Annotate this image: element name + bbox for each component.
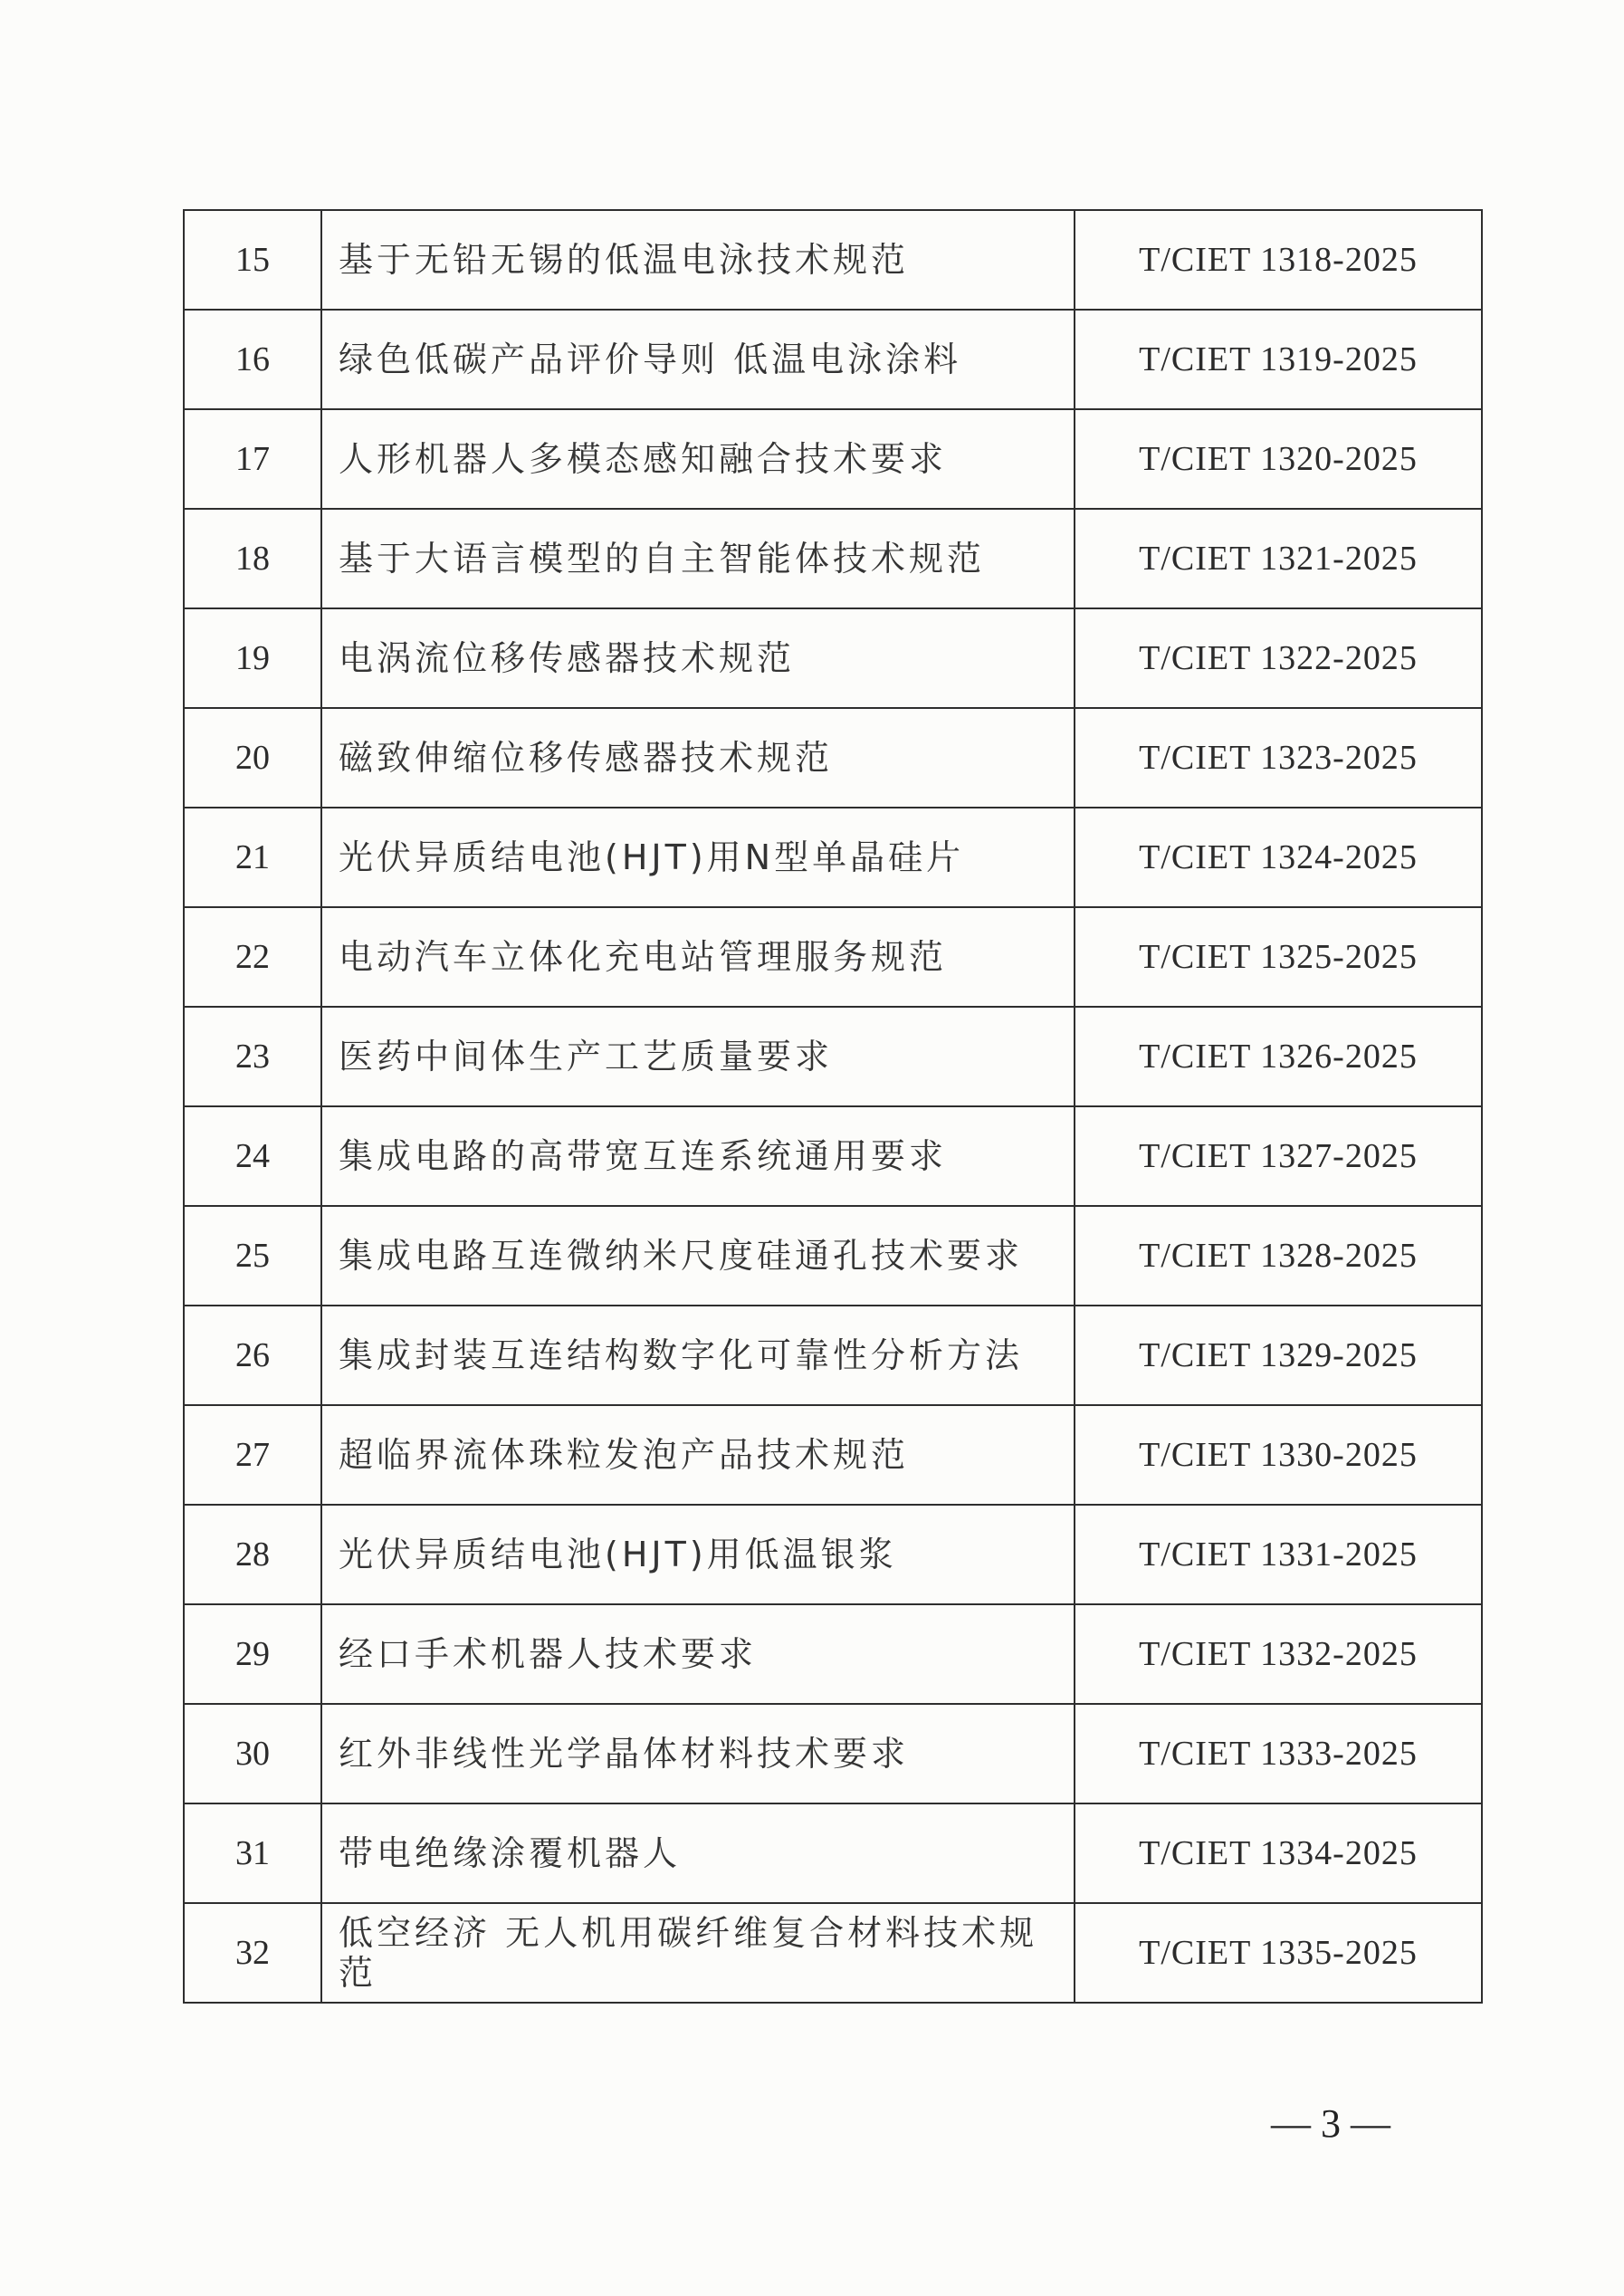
row-number: 27 bbox=[184, 1405, 321, 1505]
standard-name: 集成电路的高带宽互连系统通用要求 bbox=[321, 1106, 1075, 1206]
standard-name: 带电绝缘涂覆机器人 bbox=[321, 1803, 1075, 1903]
standard-name: 红外非线性光学晶体材料技术要求 bbox=[321, 1704, 1075, 1803]
standard-name: 电涡流位移传感器技术规范 bbox=[321, 608, 1075, 708]
standard-name: 超临界流体珠粒发泡产品技术规范 bbox=[321, 1405, 1075, 1505]
table-row bbox=[184, 808, 1482, 907]
row-number: 24 bbox=[184, 1106, 321, 1206]
table-row bbox=[184, 1007, 1482, 1106]
standard-code: T/CIET 1328-2025 bbox=[1075, 1206, 1482, 1306]
standard-name: 经口手术机器人技术要求 bbox=[321, 1604, 1075, 1704]
table-row bbox=[184, 409, 1482, 509]
table-row bbox=[184, 708, 1482, 808]
standard-name: 光伏异质结电池(HJT)用N型单晶硅片 bbox=[321, 808, 1075, 907]
row-number: 32 bbox=[184, 1903, 321, 2003]
standard-code: T/CIET 1325-2025 bbox=[1075, 907, 1482, 1007]
table-row bbox=[184, 907, 1482, 1007]
standard-code: T/CIET 1330-2025 bbox=[1075, 1405, 1482, 1505]
table-row bbox=[184, 509, 1482, 608]
standard-code: T/CIET 1331-2025 bbox=[1075, 1505, 1482, 1604]
standard-name: 低空经济 无人机用碳纤维复合材料技术规范 bbox=[321, 1903, 1075, 2003]
table-row bbox=[184, 1106, 1482, 1206]
row-number: 20 bbox=[184, 708, 321, 808]
standard-code: T/CIET 1321-2025 bbox=[1075, 509, 1482, 608]
standards-table-body bbox=[184, 210, 1482, 2003]
table-row bbox=[184, 608, 1482, 708]
row-number: 15 bbox=[184, 210, 321, 310]
standard-code: T/CIET 1323-2025 bbox=[1075, 708, 1482, 808]
standard-name: 医药中间体生产工艺质量要求 bbox=[321, 1007, 1075, 1106]
row-number: 26 bbox=[184, 1306, 321, 1405]
row-number: 30 bbox=[184, 1704, 321, 1803]
row-number: 25 bbox=[184, 1206, 321, 1306]
standard-code: T/CIET 1335-2025 bbox=[1075, 1903, 1482, 2003]
row-number: 18 bbox=[184, 509, 321, 608]
standard-code: T/CIET 1329-2025 bbox=[1075, 1306, 1482, 1405]
table-row bbox=[184, 1704, 1482, 1803]
table-row bbox=[184, 1505, 1482, 1604]
table-row bbox=[184, 1206, 1482, 1306]
row-number: 31 bbox=[184, 1803, 321, 1903]
standard-name: 基于大语言模型的自主智能体技术规范 bbox=[321, 509, 1075, 608]
row-number: 29 bbox=[184, 1604, 321, 1704]
standard-code: T/CIET 1318-2025 bbox=[1075, 210, 1482, 310]
row-number: 23 bbox=[184, 1007, 321, 1106]
table-row bbox=[184, 1306, 1482, 1405]
table-row bbox=[184, 1405, 1482, 1505]
row-number: 19 bbox=[184, 608, 321, 708]
standard-code: T/CIET 1332-2025 bbox=[1075, 1604, 1482, 1704]
standard-code: T/CIET 1320-2025 bbox=[1075, 409, 1482, 509]
table-row bbox=[184, 210, 1482, 310]
standard-name: 磁致伸缩位移传感器技术规范 bbox=[321, 708, 1075, 808]
standard-code: T/CIET 1326-2025 bbox=[1075, 1007, 1482, 1106]
standard-code: T/CIET 1334-2025 bbox=[1075, 1803, 1482, 1903]
standards-table bbox=[183, 209, 1483, 2004]
table-row bbox=[184, 310, 1482, 409]
row-number: 22 bbox=[184, 907, 321, 1007]
table-row bbox=[184, 1903, 1482, 2003]
standard-name: 人形机器人多模态感知融合技术要求 bbox=[321, 409, 1075, 509]
standard-name: 光伏异质结电池(HJT)用低温银浆 bbox=[321, 1505, 1075, 1604]
standard-name: 基于无铅无锡的低温电泳技术规范 bbox=[321, 210, 1075, 310]
standard-code: T/CIET 1327-2025 bbox=[1075, 1106, 1482, 1206]
standard-name: 集成封装互连结构数字化可靠性分析方法 bbox=[321, 1306, 1075, 1405]
row-number: 28 bbox=[184, 1505, 321, 1604]
page-number: — 3 — bbox=[1271, 2101, 1390, 2146]
standard-code: T/CIET 1333-2025 bbox=[1075, 1704, 1482, 1803]
standard-code: T/CIET 1324-2025 bbox=[1075, 808, 1482, 907]
standard-code: T/CIET 1319-2025 bbox=[1075, 310, 1482, 409]
standard-name: 电动汽车立体化充电站管理服务规范 bbox=[321, 907, 1075, 1007]
row-number: 17 bbox=[184, 409, 321, 509]
row-number: 16 bbox=[184, 310, 321, 409]
row-number: 21 bbox=[184, 808, 321, 907]
table-row bbox=[184, 1803, 1482, 1903]
standard-name: 绿色低碳产品评价导则 低温电泳涂料 bbox=[321, 310, 1075, 409]
table-row bbox=[184, 1604, 1482, 1704]
standard-code: T/CIET 1322-2025 bbox=[1075, 608, 1482, 708]
standard-name: 集成电路互连微纳米尺度硅通孔技术要求 bbox=[321, 1206, 1075, 1306]
